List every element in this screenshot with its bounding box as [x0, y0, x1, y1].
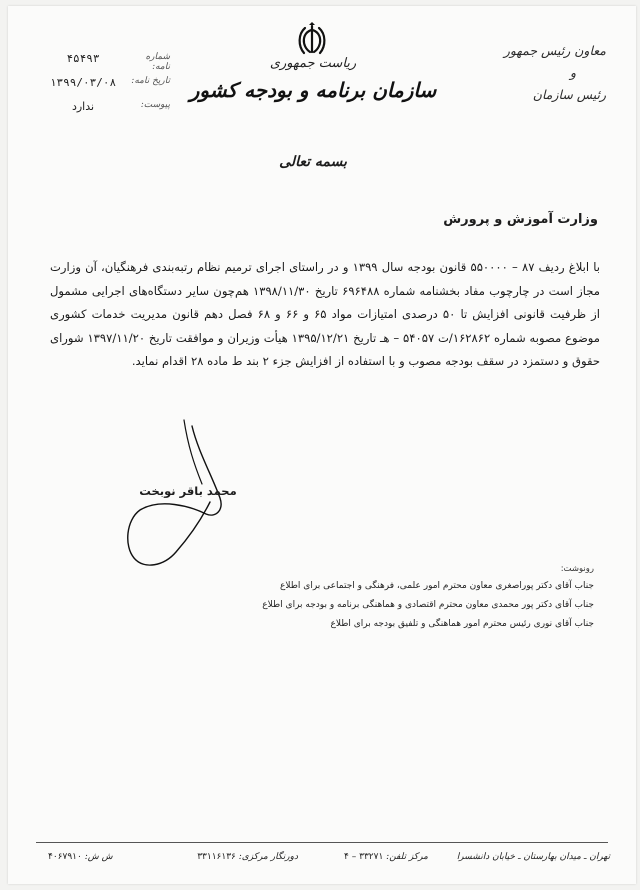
cc-title: رونوشت:: [560, 564, 594, 574]
cc-item: جناب آقای نوری رئیس محترم امور هماهنگی و تلفیق بودجه برای اطلاع: [330, 619, 594, 629]
attachment-row: [48, 100, 168, 116]
sender-title-line-1: معاون رئیس جمهور: [503, 43, 606, 58]
letter-date: ۱۳۹۹/۰۳/۰۸: [49, 76, 117, 89]
sender-title-line-3: رئیس سازمان: [532, 87, 606, 102]
bismillah-heading: بسمه تعالی: [279, 154, 347, 170]
footer-id: [48, 852, 113, 862]
footer-fax-label: دورنگار مرکزی:: [238, 852, 298, 862]
letter-date-label: تاریخ نامه:: [131, 76, 170, 86]
presidency-title: ریاست جمهوری: [269, 56, 357, 71]
sender-title-line-2: و: [569, 65, 576, 80]
iran-emblem-icon: [292, 20, 332, 60]
footer-fax: [197, 852, 298, 862]
letter-page: [8, 6, 636, 884]
cc-item: جناب آقای دکتر پوراصغری معاون محترم امور علمی، فرهنگی و اجتماعی برای اطلاع: [280, 581, 594, 591]
recipient: وزارت آموزش و پرورش: [443, 212, 598, 227]
organization-title: سازمان برنامه و بودجه کشور: [189, 78, 437, 102]
footer-phone-label: مرکز تلفن:: [386, 852, 428, 862]
signer-name: محمد باقر نوبخت: [139, 484, 237, 498]
attachment-label: پیوست:: [140, 100, 170, 110]
letter-number-row: [48, 52, 170, 72]
footer-address: تهران ـ میدان بهارستان ـ خیابان دانشسرا: [456, 852, 610, 862]
footer-fax-value: ۳۳۱۱۶۱۳۶: [197, 852, 236, 862]
cc-item: جناب آقای دکتر پور محمدی معاون محترم اقتصادی و هماهنگی برنامه و بودجه برای اطلاع: [262, 600, 594, 610]
letter-number-label: شماره نامه:: [145, 52, 170, 72]
footer-phone: [344, 852, 428, 862]
footer-divider: [36, 842, 608, 843]
letter-date-row: [48, 76, 168, 92]
footer-phone-value: ۳۳۲۷۱ – ۴: [344, 852, 384, 862]
letter-number: ۴۵۴۹۳: [66, 52, 100, 65]
sender-title-block: [456, 40, 606, 106]
attachment-value: ندارد: [71, 100, 95, 113]
letter-body: با ابلاغ ردیف ۸۷ – ۵۵۰۰۰۰ قانون بودجه سال ۱۳۹۹ و در راستای اجرای ترمیم نظام رتبه‌بندی فرهنگیان، آن وزارت مجاز است در چارچوب مفاد بخشنامه شماره ۶۹۶۴۸۸ تاریخ ۱۳۹۸/۱۱/۳۰ هم‌چون سایر دستگاه‌های اجرایی مشمول از ظرفیت قانونی افزایش تا ۵۰ درصدی امتیازات مواد ۶۵ و ۶۶ و ۶۸ فصل دهم قانون مدیریت خدمات کشوری موضوع مصوبه شماره ۱۶۲۸۶۲/ت ۵۴۰۵۷ – هـ تاریخ ۱۳۹۵/۱۲/۲۱ هیأت وزیران و موافقت تاریخ ۱۳۹۷/۱۱/۲۰ شورای حقوق و دستمزد در سقف بودجه مصوب و با استفاده از افزایش جزء ۲ بند ط ماده ۲۸ اقدام نماید.: [50, 260, 601, 368]
footer-id-value: ۴۰۶۷۹۱۰: [48, 852, 82, 862]
footer-id-label: ش ش:: [84, 852, 113, 862]
